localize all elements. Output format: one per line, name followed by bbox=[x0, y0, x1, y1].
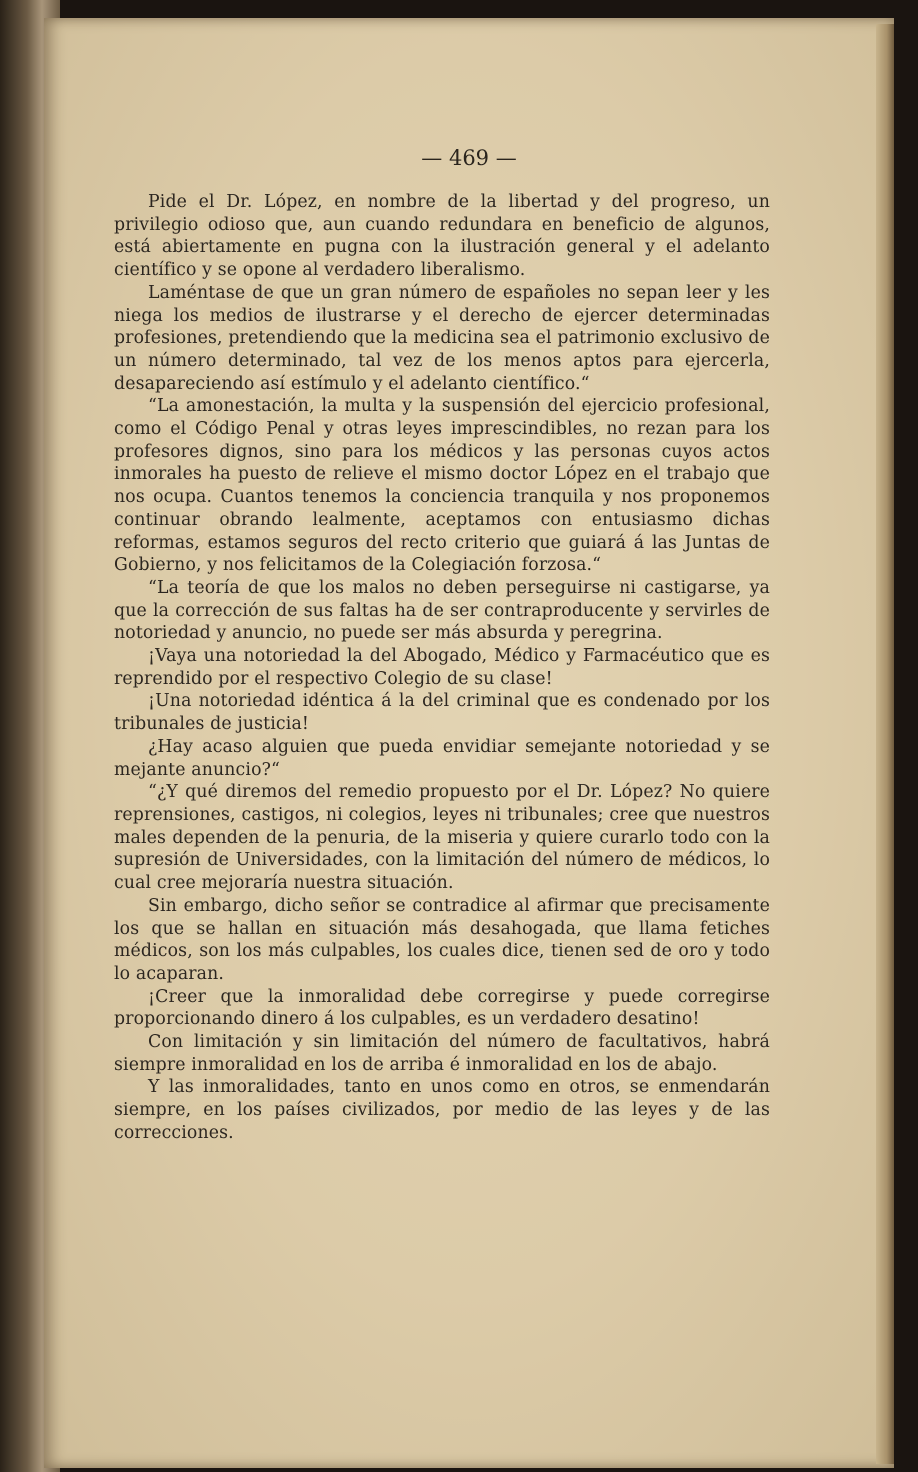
paragraph: “La teoría de que los malos no deben perseguirse ni castigarse, ya que la corrección de sus faltas ha de ser contraproducente y servirles de notoriedad y anuncio, no puede ser más absurda y peregrina. bbox=[114, 577, 770, 644]
paragraph: Con limitación y sin limitación del número de facultativos, habrá siempre inmoralidad en los de arriba é inmoralidad en los de abajo. bbox=[114, 1032, 770, 1075]
paragraph: “¿Y qué diremos del remedio propuesto por el Dr. López? No quiere reprensiones, castigos, ni colegios, leyes ni tribunales; cree que nuestros males dependen de la penuria, de la miseria y quiere curarlo todo con la supresión de Universidades, con la limitación del número de médicos, lo cual cree mejoraría nuestra situación. bbox=[114, 782, 770, 894]
paragraph: Pide el Dr. López, en nombre de la libertad y del progreso, un privilegio odioso que, aun cuando redundara en beneficio de algunos, está abiertamente en pugna con la ilustración general y el adelanto científico y se opone al verdadero liberalismo. bbox=[114, 192, 770, 281]
paragraph: ¡Vaya una notoriedad la del Abogado, Médico y Farmacéutico que es reprendido por el respectivo Colegio de su clase! bbox=[114, 646, 770, 689]
paragraph: Y las inmoralidades, tanto en unos como en otros, se enmendarán siempre, en los países civilizados, por medio de las leyes y de las correcciones. bbox=[114, 1077, 770, 1143]
page-number: — 469 — bbox=[421, 146, 517, 170]
paragraph: Sin embargo, dicho señor se contradice al afirmar que precisamente los que se hallan en situación más desahogada, que llama fetiches médicos, son los más culpables, los cuales dice, tienen sed de oro y todo lo acaparan. bbox=[114, 895, 770, 984]
page-right-edge bbox=[876, 24, 894, 1464]
paragraph: Laméntase de que un gran número de españoles no sepan leer y les niega los medios de ilustrarse y el derecho de ejercer determinadas profesiones, pretendiendo que la medicina sea el patrimonio exclusivo de un número determinado, tal vez de los menos aptos para ejercerla, desapareciendo así estímulo y el adelanto científico.“ bbox=[114, 282, 770, 394]
page-body-text bbox=[114, 191, 770, 1145]
paragraph: ¡Creer que la inmoralidad debe corregirse y puede corregirse proporcionando dinero á los culpables, es un verdadero desatino! bbox=[114, 986, 770, 1030]
paragraph: ¡Una notoriedad idéntica á la del criminal que es condenado por los tribunales de justicia! bbox=[114, 691, 770, 735]
paragraph: “La amonestación, la multa y la suspensión del ejercicio profesional, como el Código Penal y otras leyes imprescindibles, no rezan para los profesores dignos, sino para los médicos y las personas cuyos actos inmorales ha puesto de relieve el mismo doctor López en el trabajo que nos ocupa. Cuantos tenemos la conciencia tranquila y nos proponemos continuar obrando lealmente, aceptamos con entusiasmo dichas reformas, estamos seguros del recto criterio que guiará á las Juntas de Gobierno, y nos felicitamos de la Colegiación forzosa.“ bbox=[114, 396, 770, 576]
paragraph: ¿Hay acaso alguien que pueda envidiar semejante notoriedad y se mejante anuncio?“ bbox=[114, 736, 770, 780]
book-page bbox=[44, 18, 894, 1468]
